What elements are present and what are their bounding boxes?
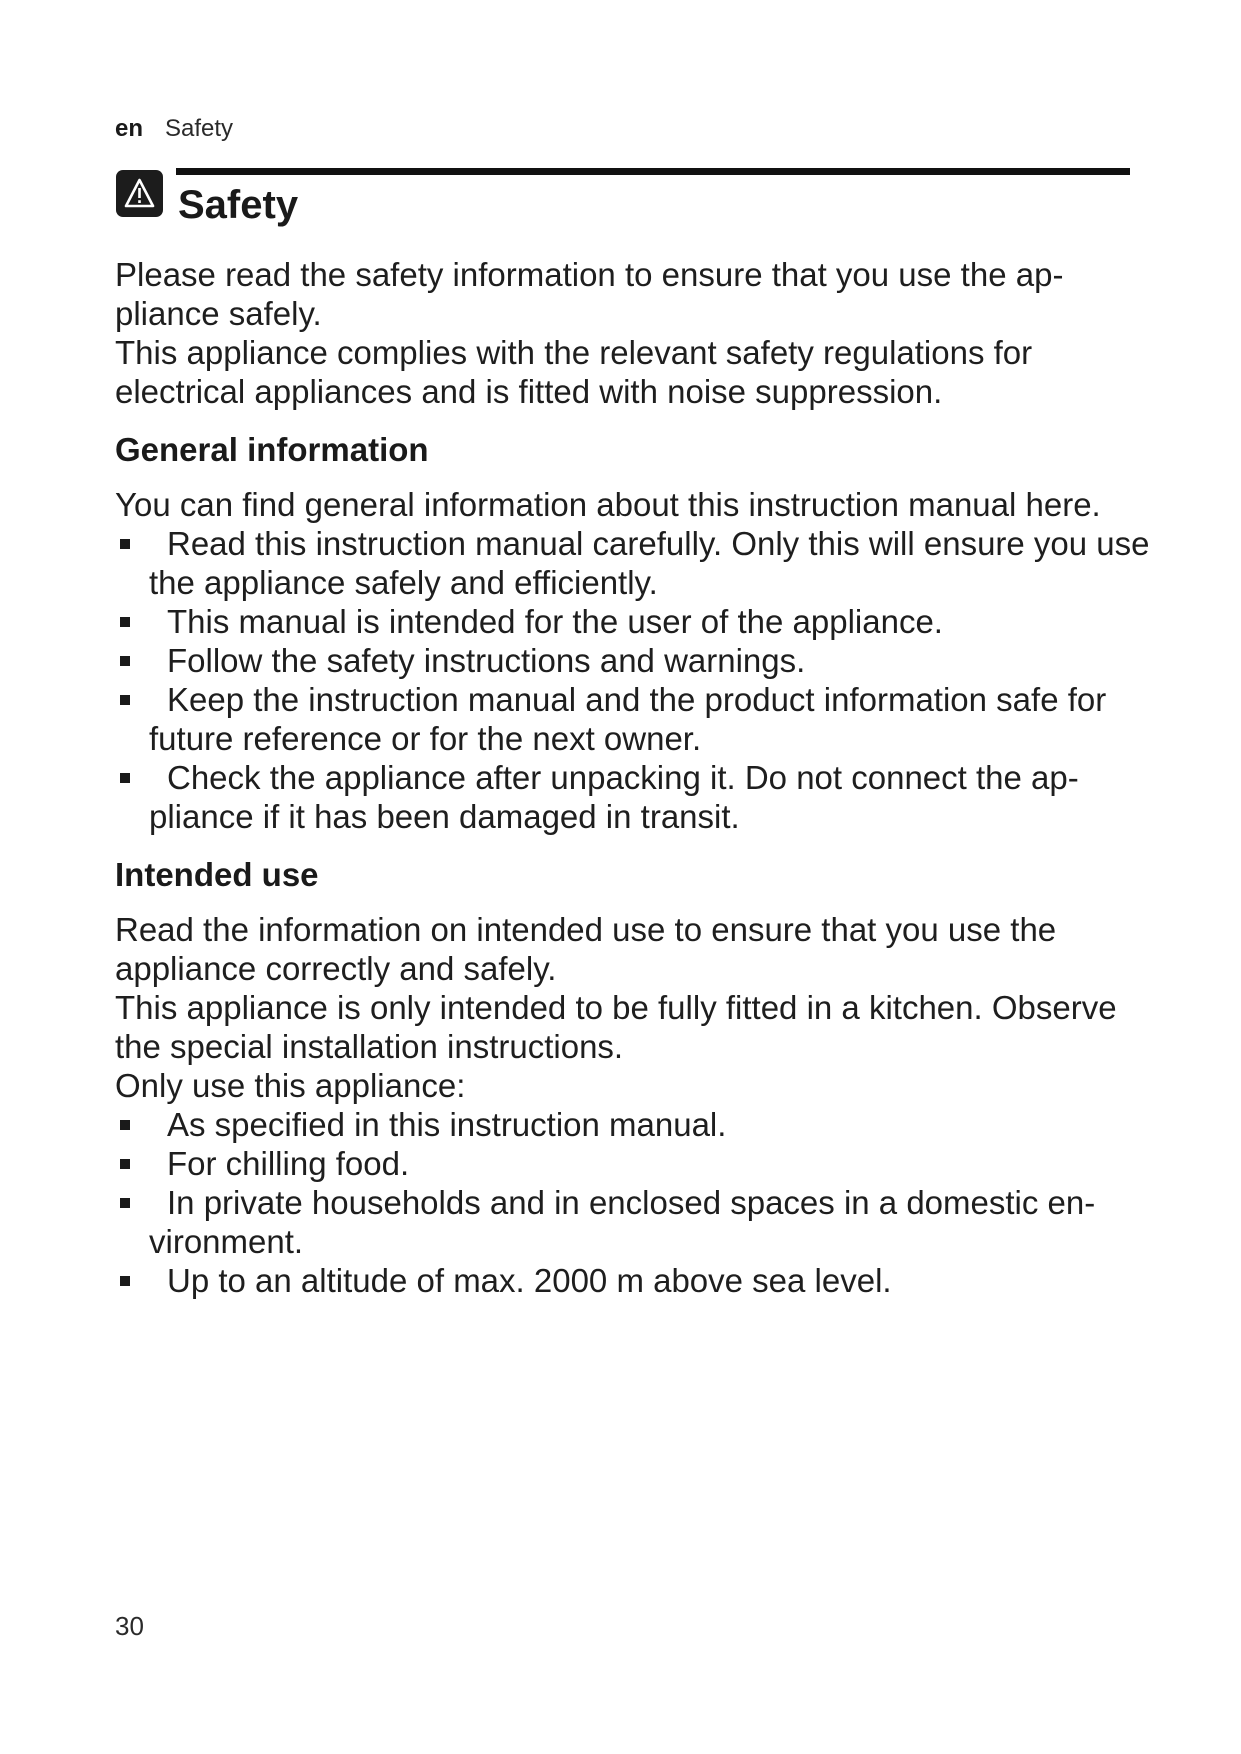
warning-triangle-icon (116, 170, 163, 217)
list-item: This manual is intended for the user of the appliance. (115, 602, 1155, 641)
list-item: Follow the safety instructions and warnings. (115, 641, 1155, 680)
list-item: Keep the instruction manual and the product information safe for future reference or for the next owner. (115, 680, 1155, 758)
intro-paragraph-2: This appliance complies with the relevant safety regulations for electrical appliances and is fitted with noise suppression. (115, 334, 1033, 410)
list-item: Up to an altitude of max. 2000 m above sea level. (115, 1261, 1155, 1300)
running-header (115, 113, 233, 145)
list-item: Check the appliance after unpacking it. Do not connect the appliance if it has been damaged in transit. (115, 758, 1155, 836)
intended-use-paragraph-1: Read the information on intended use to ensure that you use the appliance correctly and safely. (115, 911, 1057, 987)
intro-paragraph-1: Please read the safety information to ensure that you use the appliance safely. (115, 256, 1064, 332)
list-item: In private households and in enclosed spaces in a domestic environment. (115, 1183, 1155, 1261)
header-section-name: Safety (165, 115, 234, 142)
page-number: 30 (115, 1611, 144, 1641)
intended-use-heading: Intended use (115, 856, 319, 893)
document-body (115, 255, 1155, 1300)
intended-use-paragraph-3: Only use this appliance: (115, 1067, 466, 1104)
general-information-list (115, 524, 1155, 836)
intended-use-paragraph-2: This appliance is only intended to be fully fitted in a kitchen. Observe the special installation instructions. (115, 989, 1117, 1065)
list-item: As specified in this instruction manual. (115, 1105, 1155, 1144)
general-information-heading: General information (115, 431, 429, 468)
intended-use-list (115, 1105, 1155, 1300)
page-title: Safety (178, 183, 299, 227)
title-rule (176, 168, 1130, 175)
language-code: en (115, 115, 144, 142)
general-information-intro: You can find general information about this instruction manual here. (115, 486, 1101, 523)
list-item: Read this instruction manual carefully. Only this will ensure you use the appliance safely and efficiently. (115, 524, 1155, 602)
list-item: For chilling food. (115, 1144, 1155, 1183)
